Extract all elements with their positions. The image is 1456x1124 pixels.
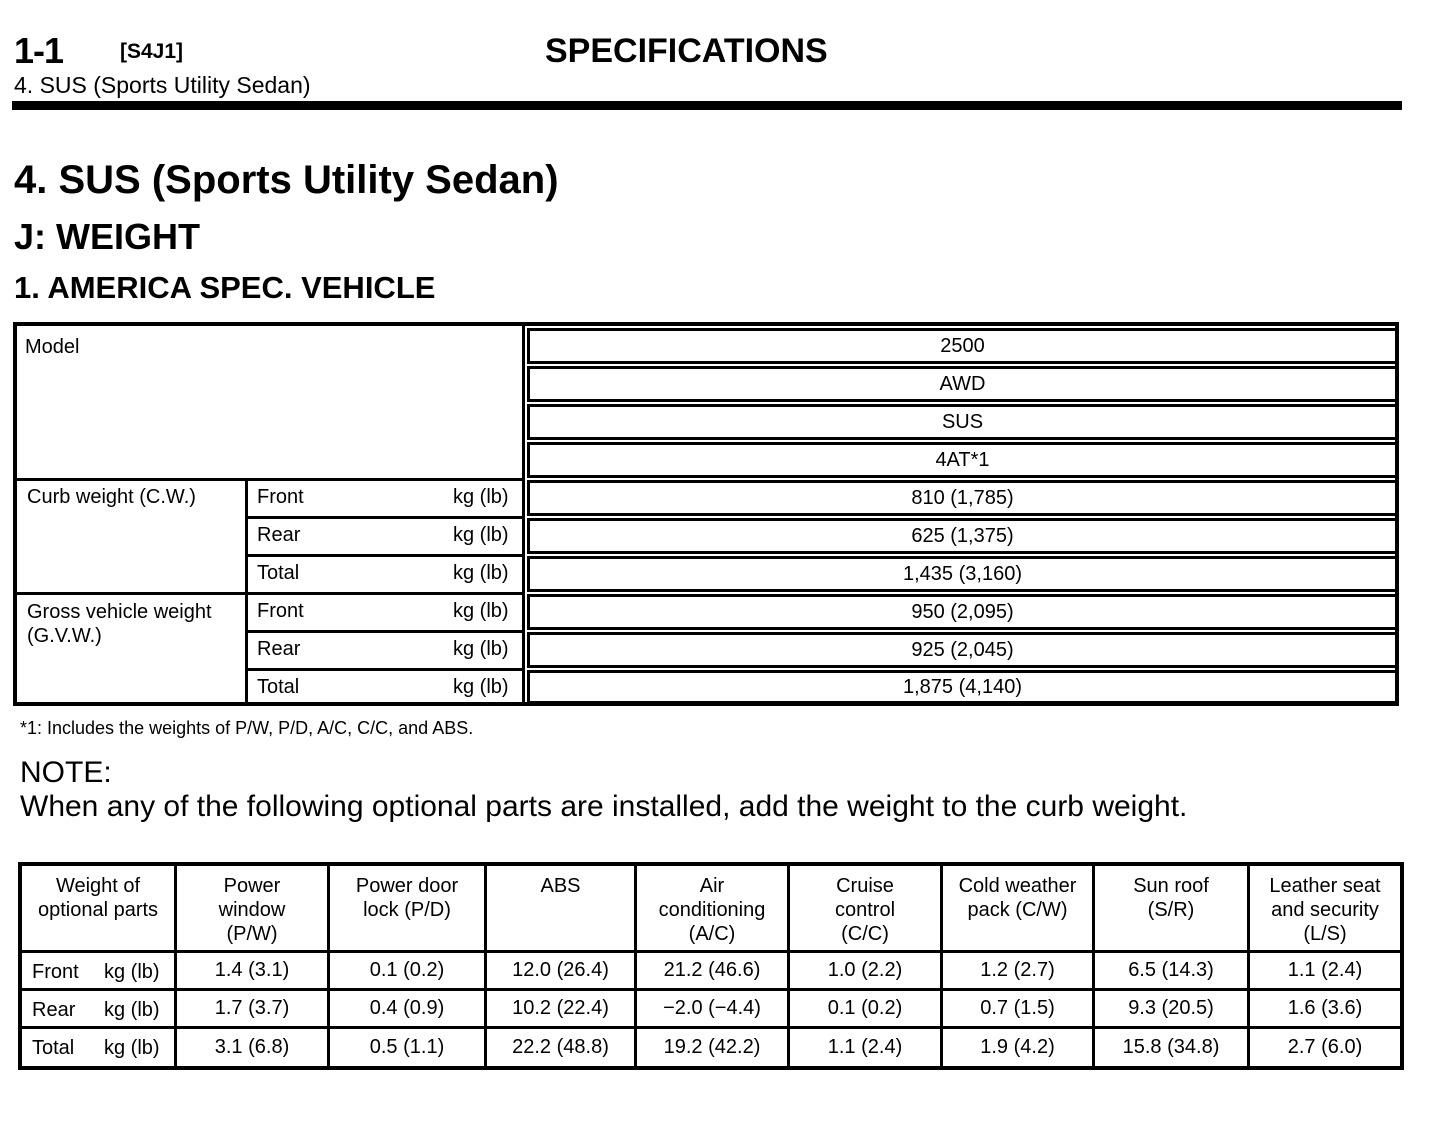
position-label: Rear bbox=[257, 524, 301, 546]
column-header: Sun roof (S/R) bbox=[1133, 875, 1209, 921]
unit-label: kg (lb) bbox=[453, 676, 509, 698]
option-value: 3.1 (6.8) bbox=[214, 1036, 290, 1058]
option-value: 21.2 (46.6) bbox=[663, 959, 761, 981]
column-header: Power window (P/W) bbox=[218, 875, 286, 945]
unit-label: kg (lb) bbox=[453, 524, 509, 546]
option-value: 0.5 (1.1) bbox=[369, 1036, 445, 1058]
position-label: Rear bbox=[257, 638, 301, 660]
weight-value: 1,435 (3,160) bbox=[527, 556, 1398, 592]
model-value: 4AT*1 bbox=[527, 442, 1398, 478]
option-value: 12.0 (26.4) bbox=[512, 959, 609, 981]
group-rule bbox=[17, 592, 525, 595]
option-value: −2.0 (−4.4) bbox=[663, 997, 761, 1019]
row-rule bbox=[245, 516, 525, 519]
option-value: 0.1 (0.2) bbox=[369, 959, 445, 981]
note-text: When any of the following optional parts are installed, add the weight to the curb weight. bbox=[20, 790, 1188, 823]
unit-label: kg (lb) bbox=[453, 600, 509, 622]
weight-value: 925 (2,045) bbox=[527, 632, 1398, 668]
column-header: ABS bbox=[540, 875, 581, 897]
model-value: AWD bbox=[527, 366, 1398, 402]
section-title: SPECIFICATIONS bbox=[545, 32, 828, 70]
model-value: SUS bbox=[527, 404, 1398, 440]
row-rule bbox=[17, 478, 525, 481]
chapter-heading: 4. SUS (Sports Utility Sedan) bbox=[14, 158, 559, 202]
column-divider bbox=[522, 326, 525, 702]
option-value: 1.0 (2.2) bbox=[827, 959, 903, 981]
option-value: 1.1 (2.4) bbox=[827, 1036, 903, 1058]
gvw-label: Gross vehicle weight (G.V.W.) bbox=[27, 601, 212, 647]
column-header: Air conditioning (A/C) bbox=[658, 875, 766, 945]
option-value: 1.1 (2.4) bbox=[1287, 959, 1363, 981]
column-header: Power door lock (P/D) bbox=[355, 875, 459, 921]
header-rule bbox=[12, 101, 1402, 110]
option-value: 1.9 (4.2) bbox=[980, 1036, 1055, 1058]
position-label: Front bbox=[257, 600, 304, 622]
model-value: 2500 bbox=[527, 328, 1398, 364]
curb-weight-label: Curb weight (C.W.) bbox=[27, 486, 196, 508]
option-value: 10.2 (22.4) bbox=[512, 997, 609, 1019]
option-value: 2.7 (6.0) bbox=[1287, 1036, 1363, 1058]
section-code: [S4J1] bbox=[120, 40, 184, 63]
position-label: Total bbox=[257, 562, 300, 584]
row-rule bbox=[245, 668, 525, 671]
option-value: 6.5 (14.3) bbox=[1128, 959, 1214, 981]
column-header: Leather seat and security (L/S) bbox=[1269, 875, 1381, 945]
model-label: Model bbox=[25, 336, 80, 358]
section-heading: J: WEIGHT bbox=[14, 216, 200, 257]
weight-value: 950 (2,095) bbox=[527, 594, 1398, 630]
row-rule bbox=[245, 630, 525, 633]
option-value: 1.6 (3.6) bbox=[1287, 997, 1363, 1019]
column-header: Cold weather pack (C/W) bbox=[958, 875, 1077, 921]
unit-label: kg (lb) bbox=[453, 638, 509, 660]
option-value: 1.7 (3.7) bbox=[214, 997, 290, 1019]
header-subtitle: 4. SUS (Sports Utility Sedan) bbox=[14, 72, 311, 98]
unit-label: kg (lb) bbox=[453, 486, 509, 508]
unit-label: kg (lb) bbox=[104, 999, 160, 1021]
position-label: Total bbox=[257, 676, 300, 698]
row-label: Total bbox=[32, 1037, 75, 1059]
weight-value: 625 (1,375) bbox=[527, 518, 1398, 554]
unit-label: kg (lb) bbox=[104, 1037, 160, 1059]
option-value: 0.1 (0.2) bbox=[827, 997, 903, 1019]
unit-label: kg (lb) bbox=[453, 562, 509, 584]
row-rule bbox=[245, 554, 525, 557]
footnote: *1: Includes the weights of P/W, P/D, A/C, C/C, and ABS. bbox=[20, 718, 474, 738]
row-label: Front bbox=[32, 961, 79, 983]
subsection-heading: 1. AMERICA SPEC. VEHICLE bbox=[14, 270, 436, 305]
row-label: Rear bbox=[32, 999, 76, 1021]
corner-header: Weight of optional parts bbox=[37, 875, 159, 921]
option-value: 9.3 (20.5) bbox=[1128, 997, 1214, 1019]
note-label: NOTE: bbox=[20, 756, 112, 789]
optional-parts-table bbox=[18, 862, 1404, 1070]
column-header: Cruise control (C/C) bbox=[834, 875, 896, 945]
option-value: 19.2 (42.2) bbox=[663, 1036, 761, 1058]
weight-value: 810 (1,785) bbox=[527, 480, 1398, 516]
option-value: 0.7 (1.5) bbox=[980, 997, 1055, 1019]
weight-table bbox=[13, 322, 1399, 706]
weight-value: 1,875 (4,140) bbox=[527, 670, 1398, 704]
option-value: 1.4 (3.1) bbox=[214, 959, 290, 981]
option-value: 15.8 (34.8) bbox=[1122, 1036, 1220, 1058]
position-label: Front bbox=[257, 486, 304, 508]
option-value: 1.2 (2.7) bbox=[980, 959, 1055, 981]
option-value: 22.2 (48.8) bbox=[512, 1036, 609, 1058]
option-value: 0.4 (0.9) bbox=[369, 997, 445, 1019]
unit-label: kg (lb) bbox=[104, 961, 160, 983]
page-number: 1-1 bbox=[14, 30, 64, 71]
